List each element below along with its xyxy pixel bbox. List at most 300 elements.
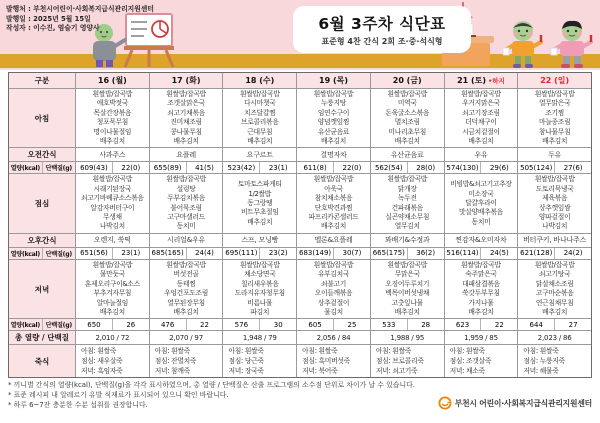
pm_snack-cell: 찐감자&오미자차 (444, 234, 518, 247)
table-row-total (9, 330, 591, 344)
day-header (517, 73, 591, 88)
breakfast-cell (222, 89, 296, 147)
kcal-value: 523(42) (227, 163, 256, 172)
menu-item: 근대무침 (247, 127, 273, 136)
menu-item: 물만둣국 (99, 270, 125, 279)
menu-item: 배추김치 (542, 137, 568, 146)
kcal-value: 644 (529, 320, 543, 329)
menu-item: 애호박젓국 (96, 99, 129, 108)
kcal-value: 476 (160, 320, 175, 329)
menu-item: 미소장국 (468, 189, 494, 198)
kcal2-cell (222, 248, 296, 259)
kcal-value: 650 (87, 320, 101, 329)
lunch-cell (370, 174, 444, 232)
menu-item: 진미채조림 (170, 118, 202, 127)
kcal3-cell (149, 319, 223, 330)
menu-item: 가지나물 (468, 298, 494, 307)
menu-item: 알감자버터구이 (90, 203, 135, 212)
kcal-value: 655(89) (153, 163, 182, 172)
day-header (370, 73, 444, 88)
total-cell: 1,959 / 85 (444, 331, 518, 344)
am_snack-cell: 우유 (444, 148, 518, 161)
kcal-value: 609(43) (80, 163, 108, 172)
menu-item: 비트무초절임 (240, 208, 279, 217)
menu-item: 저녁: 채소죽 (449, 367, 485, 376)
kcal-protein-label (9, 319, 75, 330)
kcal3-cell (517, 319, 591, 330)
page-subtitle: 표준형 4찬 간식 2회 조·중·석식형 (321, 37, 443, 46)
menu-item: 저녁: 참깨죽 (154, 367, 190, 376)
kcal1-cell (149, 162, 223, 173)
protein-label: 단백질(g) (42, 162, 76, 173)
menu-item: 브로콜리볶음 (240, 118, 279, 127)
porridge-cell (517, 345, 591, 377)
kcal-label: 열량(kcal) (10, 322, 40, 330)
dinner-cell (517, 260, 591, 318)
breakfast-cell (149, 89, 223, 147)
menu-item: 숙주맑은국 (465, 270, 497, 279)
kcal1-cell (296, 162, 370, 173)
day-header-note: •하지 (488, 77, 505, 85)
menu-item: 명이나물절임 (93, 127, 132, 136)
menu-item: 파김치 (250, 307, 270, 316)
menu-item: 흰쌀밥/잡곡밥 (387, 90, 428, 98)
protein-value: 24(4) (186, 248, 223, 259)
porridge-cell (222, 345, 296, 377)
menu-item: 점심: 당근죽 (228, 357, 264, 366)
menu-item: 배추김치 (320, 137, 347, 146)
kcal-label: 열량(kcal) (10, 165, 40, 173)
footnote-line: * 표준 레시피 내 알레르기 유발 식재료가 표시되어 있으니 확인 바랍니다. (8, 391, 229, 399)
menu-item: 배추김치 (468, 137, 494, 146)
kcal-value: 665(175) (372, 249, 405, 258)
row-label-lunch: 점심 (9, 174, 75, 232)
child-character-icon-2 (550, 20, 594, 68)
am_snack-cell: 요플레 (149, 148, 223, 161)
menu-item: 미역국 (397, 99, 417, 108)
protein-value: 24(2) (554, 248, 591, 259)
day-header-label: 16 (월) (97, 76, 127, 85)
kcal2-cell (517, 248, 591, 259)
menu-item: 흰쌀밥/잡곡밥 (92, 175, 133, 184)
menu-item: 시래기된장국 (93, 184, 132, 193)
kcal2-cell (370, 248, 444, 259)
total-cell: 1,948 / 79 (222, 331, 296, 344)
table-row-am_snack (9, 147, 591, 161)
row-label-am_snack: 오전간식 (9, 148, 75, 161)
menu-item: 흰쌀밥/잡곡밥 (240, 260, 280, 269)
menu-item: 유산균음료 (317, 127, 350, 136)
protein-value: 26 (112, 319, 149, 330)
row-label-dinner: 저녁 (9, 260, 75, 318)
menu-item: 유부김치국 (317, 270, 350, 279)
breakfast-cell (75, 89, 149, 147)
menu-item: 조갯살맑은국 (167, 99, 205, 108)
table-row-pm_snack (9, 233, 591, 247)
kcal-value: 683(149) (298, 249, 332, 258)
menu-item: 쑥갓두부무침 (462, 289, 500, 298)
breakfast-cell (370, 89, 444, 147)
publisher-line: 발행처 : 부천시어린이·사회복지급식관리지원센터 (6, 5, 154, 13)
kcal3-cell (296, 319, 370, 330)
menu-item: 고춧잎나물 (391, 298, 423, 307)
protein-value: 30(7) (333, 248, 370, 259)
menu-item: 다시마챗국 (244, 99, 276, 108)
menu-item: 치즈달걀찜 (244, 108, 276, 117)
am_snack-cell: 두유 (517, 148, 591, 161)
kcal-value: 651(56) (80, 249, 108, 258)
menu-item: 저녁: 북어죽 (302, 367, 338, 376)
dinner-cell (370, 260, 444, 318)
kcal-value: 605 (308, 320, 322, 329)
pm_snack-cell: 꽈배기&수정과 (370, 234, 444, 247)
total-cell: 2,023 / 86 (517, 331, 591, 344)
lunch-cell (75, 174, 149, 232)
menu-item: 실곤약채소무침 (385, 213, 430, 222)
menu-item: 동치미 (471, 217, 491, 226)
menu-item: 저녁: 흑임자죽 (81, 367, 123, 376)
menu-item: 토마토스파게티 (237, 180, 282, 189)
row-label-pm_snack: 오후간식 (9, 234, 75, 247)
kcal-value: 562(54) (374, 163, 403, 172)
breakfast-cell (444, 89, 518, 147)
menu-item: 아침: 흰쌀죽 (302, 347, 338, 356)
protein-value: 23(2) (259, 248, 296, 259)
menu-item: 동그랑땡 (247, 198, 273, 207)
menu-item: 닭살채소조림 (535, 279, 574, 288)
lunch-cell (222, 174, 296, 232)
table-row-kcal1 (9, 161, 591, 173)
menu-item: 배추김치 (247, 137, 273, 146)
protein-value: 29(6) (480, 162, 517, 173)
menu-item: 불어묵조림 (170, 203, 202, 212)
menu-item: 시금치겉절이 (462, 127, 500, 136)
menu-item: 열무된장무침 (167, 298, 205, 307)
menu-item: 아욱국 (324, 184, 343, 193)
menu-item: 쇠고기장조림 (462, 108, 500, 117)
table-row-breakfast (9, 88, 591, 147)
kcal2-cell (149, 248, 223, 259)
day-header-label: 19 (목) (319, 76, 348, 85)
weekly-menu-table (8, 72, 592, 378)
menu-item: 버섯전골 (173, 270, 199, 279)
menu-item: 쇠고기탕국 (539, 270, 571, 279)
menu-item: 파프리카콘샐러드 (308, 213, 359, 222)
protein-value: 22 (480, 319, 517, 330)
breakfast-cell (517, 89, 591, 147)
pm_snack-cell: 버터쿠키, 바나나주스 (517, 234, 591, 247)
kcal-value: 533 (382, 320, 396, 329)
menu-item: 양파겉절이 (539, 213, 571, 222)
menu-item: 도라지유자청무침 (234, 289, 285, 298)
menu-item: 대패삼겹볶음 (462, 279, 500, 288)
menu-item: 배추김치 (173, 307, 199, 316)
dinner-cell (444, 260, 518, 318)
protein-value: 27 (554, 319, 591, 330)
breakfast-cell (296, 89, 370, 147)
menu-item: 닭개장 (397, 184, 417, 193)
menu-item: 배추김치 (394, 137, 420, 146)
kcal-value: 611(8) (303, 163, 327, 172)
lunch-cell (296, 174, 370, 232)
protein-value: 28(0) (407, 162, 444, 173)
menu-item: 흰쌀밥/잡곡밥 (387, 175, 428, 184)
menu-item: 열무김치 (394, 222, 420, 231)
menu-item: 콩나물무침 (170, 127, 202, 136)
kcal1-cell (444, 162, 518, 173)
day-header (296, 73, 370, 88)
total-cell: 2,056 / 84 (296, 331, 370, 344)
protein-value: 41(5) (186, 162, 223, 173)
pm_snack-cell: 스프, 모닝빵 (222, 234, 296, 247)
menu-item: 오징어두루치기 (385, 279, 430, 288)
menu-item: 흰쌀밥/잡곡밥 (461, 260, 501, 269)
menu-item: 목살간장볶음 (93, 108, 132, 117)
menu-item: 상추겉절이 (317, 298, 350, 307)
menu-item: 1/2쌀밥 (248, 189, 272, 198)
kcal3-cell (222, 319, 296, 330)
center-name: 부천시 어린이·사회복지급식관리지원센터 (454, 398, 592, 408)
menu-item: 연근침채무침 (535, 298, 574, 307)
menu-item: 배추김치 (542, 307, 568, 316)
kcal-value: 621(128) (520, 249, 553, 258)
lunch-cell (517, 174, 591, 232)
menu-item: 단호박견과찜 (314, 203, 353, 212)
kcal-value: 505(124) (520, 163, 553, 172)
menu-item: 녹두전 (397, 194, 417, 203)
kcal3-cell (370, 319, 444, 330)
footer-logo-line (438, 396, 592, 410)
menu-item: 흰쌀밥/잡곡밥 (166, 90, 206, 98)
menu-item: 제육볶음 (542, 194, 568, 203)
menu-item: 무생채 (102, 213, 122, 222)
menu-item: 흰쌀밥/잡곡밥 (92, 90, 133, 98)
menu-item: 달걀후라이 (465, 198, 497, 207)
menu-item: 흰쌀밥/잡곡밥 (313, 90, 354, 98)
menu-item: 점심: 브로콜리죽 (375, 357, 424, 366)
kcal-value: 685(165) (151, 249, 184, 258)
menu-item: 도토리묵냉국 (535, 184, 574, 193)
protein-value: 36(2) (407, 248, 444, 259)
author-line: 작성자 : 이수진, 염슬기 영양사 (6, 24, 100, 32)
menu-item: 흰쌀밥/잡곡밥 (534, 90, 575, 98)
porridge-cell (370, 345, 444, 377)
protein-value: 23(1) (259, 162, 296, 173)
menu-item: 배추김치 (99, 137, 125, 146)
protein-label: 단백질(g) (42, 319, 76, 330)
menu-item: 점심: 누룽지죽 (523, 357, 565, 366)
pm_snack-cell: 오렌지, 쑥떡 (75, 234, 149, 247)
menu-item: 흰쌀밥/잡곡밥 (313, 175, 354, 184)
issue-date-line: 발행일 : 2025년 5월 15일 (6, 14, 91, 23)
kcal1-cell (517, 162, 591, 173)
menu-item: 채소당면국 (244, 270, 276, 279)
footnotes (8, 380, 415, 410)
protein-label: 단백질(g) (42, 248, 76, 259)
menu-item: 참치채소볶음 (314, 194, 353, 203)
publication-meta (6, 5, 176, 34)
menu-item: 점심: 조갯살죽 (449, 357, 492, 366)
menu-item: 배추김치 (468, 307, 494, 316)
porridge-cell (149, 345, 223, 377)
footnote-line: * 하루 6~7잔 충분한 수분 섭취를 권장합니다. (8, 401, 148, 409)
porridge-cell (296, 345, 370, 377)
menu-item: 멸치조림 (394, 118, 420, 127)
menu-item: 부추겨자무침 (93, 289, 132, 298)
menu-item: 흰쌀밥/잡곡밥 (461, 90, 501, 98)
am_snack-cell: 사과주스 (75, 148, 149, 161)
day-header-label: 21 (토) (457, 76, 487, 85)
table-row-kcal3 (9, 318, 591, 330)
title-box (293, 6, 471, 53)
menu-item: 비빔밥&쇠고기고추장 (450, 180, 512, 189)
menu-item: 미나리초무침 (388, 127, 427, 136)
kcal1-cell (75, 162, 149, 173)
menu-item: 더덕채구이 (465, 118, 497, 127)
dinner-cell (149, 260, 223, 318)
dinner-cell (296, 260, 370, 318)
menu-item: 아침: 흰쌀죽 (228, 347, 264, 356)
row-label-breakfast: 아침 (9, 89, 75, 147)
row-label-porridge: 죽식 (9, 345, 75, 377)
menu-item: 고구마샐러드 (167, 213, 205, 222)
menu-item: 흰쌀밥/잡곡밥 (313, 260, 354, 269)
menu-item: 배추김치 (99, 307, 125, 316)
kcal-value: 623 (455, 320, 470, 329)
menu-item: 우거지맑은국 (462, 99, 500, 108)
table-row-lunch (9, 173, 591, 232)
menu-item: 맛살양배추볶음 (459, 208, 503, 217)
menu-item: 흰쌀밥/잡곡밥 (387, 260, 428, 269)
menu-item: 배추김치 (320, 222, 347, 231)
kcal-value: 695(111) (225, 249, 258, 258)
protein-value: 22(0) (112, 162, 149, 173)
menu-item: 아침: 흰쌀죽 (449, 347, 485, 356)
menu-item: 조기찜 (545, 108, 565, 117)
menu-item: 점심: 흑미버섯죽 (302, 357, 350, 366)
page-title: 6월 3주차 식단표 (318, 15, 446, 33)
kcal-label: 열량(kcal) (10, 250, 40, 258)
kcal-value: 516(114) (446, 249, 479, 258)
protein-value: 27(6) (554, 162, 591, 173)
menu-item: 흰쌀밥/잡곡밥 (92, 260, 133, 269)
day-header-label: 17 (화) (171, 76, 201, 85)
porridge-cell (444, 345, 518, 377)
menu-item: 칠리새우볶음 (240, 279, 279, 288)
menu-item: 배추김치 (247, 217, 273, 226)
child-character-icon-1 (503, 20, 543, 68)
menu-item: 나박김치 (99, 222, 125, 231)
protein-value: 23(1) (112, 248, 149, 259)
pm_snack-cell: 시리얼&우유 (149, 234, 223, 247)
menu-item: 열무맑은국 (539, 99, 571, 108)
menu-item: 동치미 (176, 222, 196, 231)
menu-item: 아침: 흰쌀죽 (375, 347, 412, 356)
menu-item: 흰쌀밥/잡곡밥 (166, 260, 206, 269)
menu-item: 돈육굴소스볶음 (385, 108, 430, 117)
kcal-value: 574(130) (446, 163, 479, 172)
menu-item: 비름나물 (247, 298, 273, 307)
menu-item: 점심: 잔멸치죽 (154, 357, 197, 366)
menu-item: 설렁탕 (176, 184, 196, 193)
am_snack-cell: 요구르트 (222, 148, 296, 161)
kcal-protein-label (9, 248, 75, 259)
am_snack-cell: 유산균음료 (370, 148, 444, 161)
day-header-label: 22 (일) (540, 76, 570, 85)
day-header (222, 73, 296, 88)
menu-item: 상추깻잎쌈 (539, 203, 571, 212)
protein-value: 22(0) (333, 162, 370, 173)
kcal1-cell (222, 162, 296, 173)
protein-value: 24(5) (480, 248, 517, 259)
table-header-row (9, 73, 591, 88)
protein-value: 28 (407, 319, 444, 330)
menu-item: 누룽지탕 (320, 99, 347, 108)
table-row-kcal2 (9, 247, 591, 259)
menu-item: 아침: 흰쌀죽 (523, 347, 559, 356)
kcal1-cell (370, 162, 444, 173)
dinner-cell (75, 260, 149, 318)
menu-item: 임연수구이 (317, 108, 350, 117)
menu-item: 물김치 (324, 307, 343, 316)
menu-item: 동태찜 (176, 279, 196, 288)
day-header (149, 73, 223, 88)
kcal-value: 576 (234, 320, 249, 329)
menu-item: 점심: 새우살죽 (81, 357, 123, 366)
porridge-cell (75, 345, 149, 377)
corner-header: 구분 (9, 73, 75, 88)
center-logo-icon (438, 396, 452, 410)
menu-item: 두부김치볶음 (167, 194, 205, 203)
protein-value: 30 (259, 319, 296, 330)
menu-item: 아침: 흰쌀죽 (81, 347, 117, 356)
protein-value: 22 (186, 319, 223, 330)
kcal2-cell (296, 248, 370, 259)
kcal2-cell (75, 248, 149, 259)
menu-item: 쇠고기채볶음 (167, 108, 205, 117)
menu-item: 마늘종조림 (539, 118, 571, 127)
menu-item: 참나물무침 (539, 127, 571, 136)
menu-item: 흰쌀밥/잡곡밥 (166, 175, 206, 184)
menu-item: 양념깻잎찜 (317, 118, 350, 127)
menu-item: 백목이버섯냉채 (385, 289, 430, 298)
lunch-cell (149, 174, 223, 232)
total-cell: 2,070 / 97 (149, 331, 223, 344)
menu-item: 흰쌀밥/잡곡밥 (534, 175, 575, 184)
banner (0, 0, 600, 70)
day-header-label: 18 (수) (245, 76, 275, 85)
am_snack-cell: 결명자차 (296, 148, 370, 161)
table-row-dinner (9, 259, 591, 318)
table-row-porridge (9, 344, 591, 377)
menu-item: 저녁: 쇠고기죽 (375, 367, 418, 376)
dinner-cell (222, 260, 296, 318)
pm_snack-cell: 멜론&요플레 (296, 234, 370, 247)
menu-item: 저녁: 해물죽 (523, 367, 559, 376)
menu-item: 고구마순볶음 (535, 289, 574, 298)
kcal2-cell (444, 248, 518, 259)
row-label-total: 총 열량 / 단백질 (9, 331, 75, 344)
day-header-label: 20 (금) (392, 76, 422, 85)
protein-value: 25 (333, 319, 370, 330)
menu-item: 우엉건포도조림 (164, 289, 209, 298)
kcal3-cell (75, 319, 149, 330)
menu-item: 배추김치 (173, 137, 199, 146)
menu-item: 아침: 흰쌀죽 (154, 347, 190, 356)
menu-item: 알마늘절임 (96, 298, 129, 307)
menu-item: 쇠불고기 (320, 279, 347, 288)
menu-item: 나박김치 (542, 222, 568, 231)
